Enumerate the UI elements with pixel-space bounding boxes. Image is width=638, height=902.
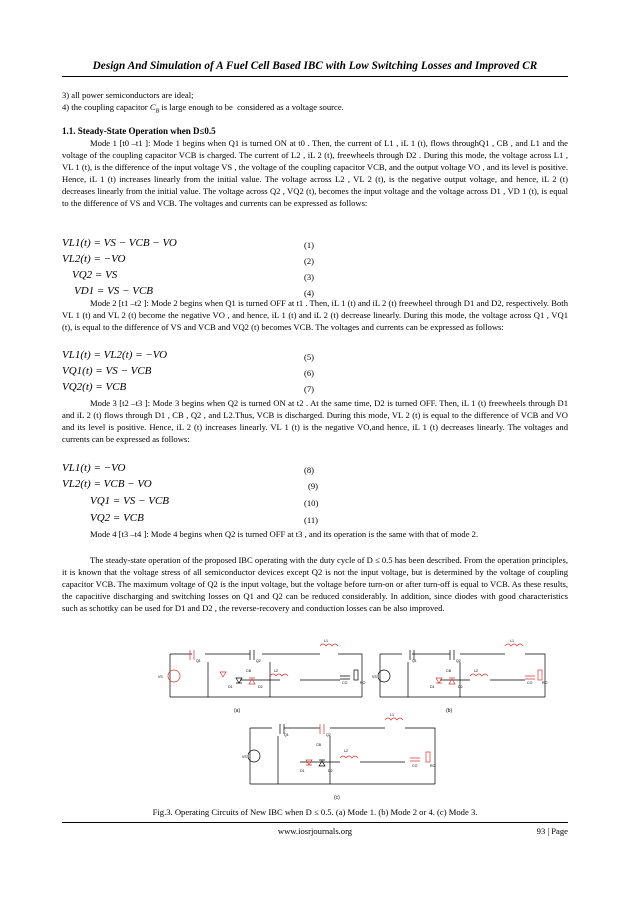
equation-expr: VL1(t) = VL2(t) = −VO [62, 349, 168, 361]
subfigure-label-b: (b) [446, 708, 453, 714]
equation-number: (8) [304, 465, 315, 475]
component-label: D1 [300, 769, 305, 773]
running-title: Design And Simulation of A Fuel Cell Based IBC with Low Switching Losses and Improved CR [92, 60, 538, 72]
paragraph-mode1: Mode 1 [t0 –t1 ]: Mode 1 begins when Q1 is turned ON at t0 . Then, the current of L1 , iL 1 (t), flows throughQ1 , CB , and L1 and the voltage of the coupling capacitor VCB is charged. The current of L2 , iL 2 (t), freewheels through D2 . During this mode, the voltage across L1 , VL 1 (t), is the difference of the input voltage VS , the voltage of the coupling capacitor VCB, and the output voltage VO , and its level is positive. Hence, iL 1 (t) increases linearly from the initial value. The voltage across L2 , VL 2 (t), is the negative output voltage, and hence, iL 2 (t) decreases linearly from the initial value. The voltage across Q2 , VQ2 (t), becomes the input voltage and the voltage across D1 , VD 1 (t), is equal to the difference of VS and VCB. The voltages and currents can be expressed as follows: [62, 138, 568, 209]
equation [62, 269, 568, 283]
component-label: D2 [328, 769, 333, 773]
component-label: D2 [258, 685, 263, 689]
component-label: RO [360, 681, 366, 685]
paragraph-mode2: Mode 2 [t1 –t2 ]: Mode 2 begins when Q1 is turned OFF at t1 . Then, iL 1 (t) and iL 2 (t) freewheel through D1 and D2, respectively. Both VL 1 (t) and VL 2 (t) become the negative VO , and hence, iL 1 (t) and iL 2 (t) decrease linearly. During this mode, the voltage across Q1 , VQ1 (t), is equal to the difference of VS and VCB and VQ2 (t) becomes VCB. The voltages and currents can be expressed as follows: [62, 298, 568, 333]
component-label: L2 [344, 749, 348, 753]
equation [62, 365, 568, 379]
component-label: D2 [458, 685, 463, 689]
assumptions-list [62, 89, 568, 118]
assumption-item: 3) all power semiconductors are ideal; [62, 90, 194, 100]
component-label: L2 [274, 669, 278, 673]
component-label: CB [246, 669, 251, 673]
equation-number: (1) [304, 240, 315, 250]
equation-number: (7) [304, 384, 315, 394]
circuit-c [248, 718, 435, 784]
component-label: D1 [430, 685, 435, 689]
equation-expr: VQ2 = VCB [90, 512, 144, 524]
equation [62, 349, 568, 363]
component-label: RO [430, 764, 436, 768]
component-label: Q2 [256, 659, 261, 663]
equation-expr: VL1(t) = −VO [62, 462, 126, 474]
equation-expr: VQ2 = VS [72, 269, 118, 281]
paragraph-summary: The steady-state operation of the proposed IBC operating with the duty cycle of D ≤ 0.5 has been described. From the operation principles, it is known that the voltage stress of all semiconductor devices except Q2 is not the input voltage, but is determined by the voltage of coupling capacitor VCB. The maximum voltage of Q2 is the input voltage, but the voltage before turn-on or after turn-off is equal to VCB. As these results, the capacitive discharging and switching losses on Q1 and Q2 can be reduced considerably. In addition, since diodes with good characteristics such as schottky can be used for D1 and D2 , the reverse-recovery and conduction losses can be also improved. [62, 555, 568, 614]
equation [62, 478, 568, 492]
subfigure-label-c: (c) [334, 795, 340, 801]
equation-expr: VD1 = VS − VCB [74, 285, 154, 297]
circuit-figure [150, 632, 550, 804]
circuit-a [168, 644, 362, 697]
paragraph-mode4: Mode 4 [t3 –t4 ]: Mode 4 begins when Q2 is turned OFF at t3 , and its operation is the same with that of mode 2. [90, 529, 479, 539]
equation [62, 237, 568, 251]
footer-rule [62, 822, 568, 823]
component-label: CO [527, 681, 533, 685]
equation-number: (5) [304, 352, 315, 362]
figure-caption: Fig.3. Operating Circuits of New IBC when D ≤ 0.5. (a) Mode 1. (b) Mode 2 or 4. (c) Mode 3. [152, 807, 478, 817]
component-label: VS [372, 675, 377, 679]
header-rule [62, 76, 568, 77]
subfigure-label-a: (a) [234, 708, 241, 714]
equation-number: (10) [304, 498, 319, 508]
equation-expr: VQ2(t) = VCB [62, 381, 127, 393]
component-label: Q2 [456, 659, 461, 663]
component-label: Q1 [196, 659, 201, 663]
component-label: CO [412, 764, 418, 768]
component-label: VS [242, 755, 247, 759]
equation-number: (4) [304, 288, 315, 298]
component-label: L1 [390, 713, 394, 717]
component-label: CO [342, 681, 348, 685]
component-label: D1 [228, 685, 233, 689]
equation-number: (3) [304, 272, 315, 282]
component-label: Q2 [326, 733, 331, 737]
section-heading: 1.1. Steady-State Operation when D≤0.5 [62, 126, 216, 136]
circuit-c-labels [242, 713, 436, 801]
component-label: L1 [510, 639, 514, 643]
equation [62, 253, 568, 267]
equation [62, 381, 568, 395]
footer-url[interactable]: www.iosrjournals.org [277, 826, 353, 836]
component-label: L2 [474, 669, 478, 673]
equation-number: (2) [304, 256, 315, 266]
equation-number: (11) [304, 515, 318, 525]
equation [62, 462, 568, 476]
paragraph-mode3: Mode 3 [t2 –t3 ]: Mode 3 begins when Q2 is turned ON at t2 . At the same time, D2 is turned OFF. Then, iL 1 (t) freewheels through D1 and iL 2 (t) flows through D1 , CB , Q2 , and L2.Thus, VCB is discharged. During this mode, VL 2 (t) is equal to the difference of VCB and VO and its level is positive. Hence, iL 2 (t) increases linearly. VL 1 (t) is the negative VO,and hence, iL 1 (t) decreases linearly. The voltages and currents can be expressed as follows: [62, 398, 568, 445]
component-label: RO [542, 681, 548, 685]
circuit-b [378, 644, 545, 697]
circuit-a-labels [158, 639, 366, 714]
equation-expr: VL2(t) = −VO [62, 253, 126, 265]
equation-expr: VQ1 = VS − VCB [90, 495, 170, 507]
equation-expr: VL1(t) = VS − VCB − VO [62, 237, 177, 249]
equation-expr: VL2(t) = VCB − VO [62, 478, 152, 490]
equation-expr: VQ1(t) = VS − VCB [62, 365, 152, 377]
page-number: 93 | Page [536, 826, 568, 836]
component-label: L1 [324, 639, 328, 643]
equation [62, 512, 568, 526]
component-label: CB [446, 669, 451, 673]
equation-number: (6) [304, 368, 315, 378]
equation [62, 495, 568, 509]
component-label: Q1 [284, 733, 289, 737]
equation-number: (9) [308, 481, 319, 491]
assumption-item: 4) the coupling capacitor $C_B$ is large enough to be considered as a voltage source. [62, 102, 344, 115]
component-label: CB [316, 743, 321, 747]
component-label: Q1 [412, 659, 417, 663]
component-label: VS [158, 675, 163, 679]
